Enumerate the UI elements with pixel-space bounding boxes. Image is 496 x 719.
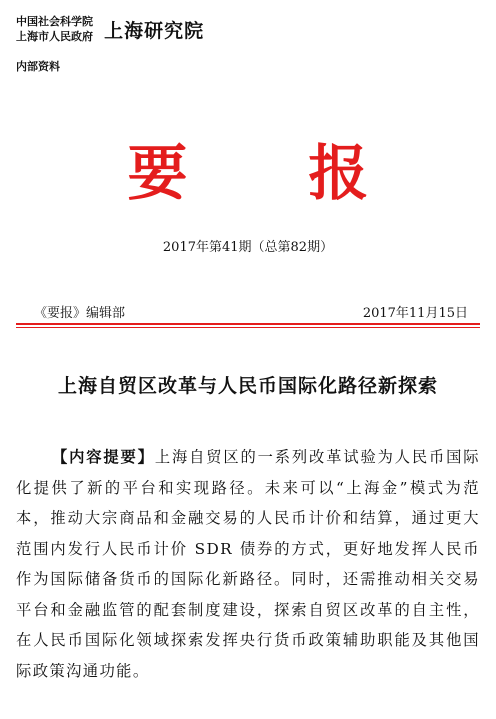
org-cass: 中国社会科学院 <box>16 15 93 28</box>
red-divider-thin <box>16 327 480 328</box>
masthead <box>16 14 204 44</box>
article-title: 上海自贸区改革与人民币国际化路径新探索 <box>57 375 438 397</box>
report-title: 要 报 <box>127 139 419 209</box>
abstract-paragraph <box>16 442 480 686</box>
abstract-label: 【内容提要】 <box>52 448 155 466</box>
internal-label: 内部资料 <box>16 60 60 73</box>
org-shanghai-gov: 上海市人民政府 <box>16 30 93 43</box>
abstract-text: 上海自贸区的一系列改革试验为人民币国际化提供了新的平台和实现路径。未来可以“上海金”模式为范本，推动大宗商品和金融交易的人民币计价和结算，通过更大范围内发行人民币计价 SDR 债券的方式，更好地发挥人民币作为国际储备货币的国际化新路径。同时，还需推动相关交易平台和金融监管的配套制度建设，探索自贸区改革的自主性，在人民币国际化领域探索发挥央行货币政策辅助职能及其他国际政策沟通功能。 <box>16 448 480 680</box>
issue-line: 2017年第41期（总第82期） <box>162 240 334 255</box>
red-divider-thick <box>16 323 480 325</box>
publish-date: 2017年11月15日 <box>362 306 468 321</box>
institute-name: 上海研究院 <box>104 19 205 42</box>
editorial-dept: 《要报》编辑部 <box>34 306 126 321</box>
sponsor-orgs <box>16 14 93 44</box>
